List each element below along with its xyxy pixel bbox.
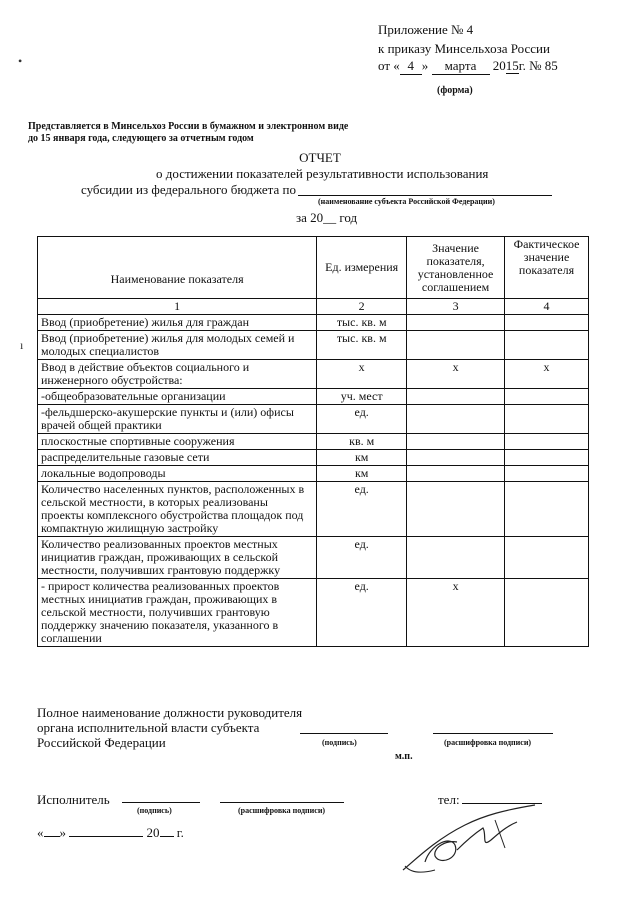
row-unit: ед. — [317, 537, 407, 579]
table-row — [38, 360, 589, 389]
table-row — [38, 466, 589, 482]
row-unit: ед. — [317, 579, 407, 647]
date-mid: » — [421, 58, 429, 73]
row-name: Ввод (приобретение) жилья для молодых семей и молодых специалистов — [38, 331, 317, 360]
executor-decode-line[interactable] — [220, 802, 344, 803]
col-number-3: 3 — [407, 299, 505, 315]
table-header-row — [38, 237, 589, 299]
row-plan — [407, 466, 505, 482]
submission-note-line2: до 15 января года, следующего за отчетным годом — [28, 133, 254, 144]
executor-date-month-blank[interactable] — [69, 836, 143, 837]
row-name: - прирост количества реализованных проектов местных инициатив граждан, проживающих в сельской местности, получивших грантовую поддержку значению показателя, указанного в соглашении — [38, 579, 317, 647]
form-label: (форма) — [437, 85, 473, 96]
report-year-line: за 20__ год — [296, 210, 358, 225]
row-plan — [407, 389, 505, 405]
report-subtitle: о достижении показателей результативности использования — [156, 166, 489, 181]
date-number: 85 — [544, 58, 558, 73]
head-decode-line[interactable] — [433, 733, 553, 734]
submission-note-line1: Представляется в Минсельхоз России в бумажном и электронном виде — [28, 121, 349, 132]
row-plan — [407, 331, 505, 360]
row-fact — [505, 466, 589, 482]
row-fact — [505, 537, 589, 579]
executor-date-day-blank[interactable] — [44, 836, 60, 837]
handwritten-signature-mark — [395, 800, 545, 880]
row-name: Ввод в действие объектов социального и инженерного обустройства: — [38, 360, 317, 389]
row-name: Количество населенных пунктов, расположенных в сельской местности, в которых реализованы проекты комплексного обустройства площадок под компактную жилищную застройку — [38, 482, 317, 537]
row-name: -фельдшерско-акушерские пункты и (или) офисы врачей общей практики — [38, 405, 317, 434]
row-name: Ввод (приобретение) жилья для граждан — [38, 315, 317, 331]
row-plan — [407, 315, 505, 331]
phone-label: тел: — [438, 792, 460, 807]
executor-date-open: « — [37, 825, 44, 840]
head-position-line2: органа исполнительной власти субъекта — [37, 720, 260, 735]
indicators-table — [37, 236, 589, 647]
scan-mark-dot: • — [18, 54, 23, 68]
row-unit: км — [317, 450, 407, 466]
row-name: Количество реализованных проектов местных инициатив граждан, проживающих в сельской местности, получивших грантовую поддержку — [38, 537, 317, 579]
order-label: к приказу Минсельхоза России — [378, 41, 550, 56]
row-name: плоскостные спортивные сооружения — [38, 434, 317, 450]
table-row — [38, 537, 589, 579]
executor-date-close: » — [59, 825, 66, 840]
report-subsidy-line: субсидии из федерального бюджета по — [81, 182, 296, 197]
row-name: локальные водопроводы — [38, 466, 317, 482]
header-indicator-name: Наименование показателя — [38, 237, 317, 299]
header-plan-value: Значение показателя, установленное соглашением — [407, 237, 505, 299]
row-name: распределительные газовые сети — [38, 450, 317, 466]
header-fact-value: Фактическое значение показателя — [505, 237, 589, 299]
table-row — [38, 331, 589, 360]
date-prefix: от « — [378, 58, 400, 73]
table-row — [38, 434, 589, 450]
table-row — [38, 482, 589, 537]
subject-name-line — [298, 195, 552, 196]
table-row — [38, 389, 589, 405]
table-row — [38, 315, 589, 331]
row-fact — [505, 450, 589, 466]
row-fact — [505, 434, 589, 450]
head-decode-caption: (расшифровка подписи) — [444, 738, 532, 747]
date-year-suffix: 15 — [505, 58, 519, 73]
report-title: ОТЧЕТ — [299, 150, 341, 165]
row-fact: х — [505, 360, 589, 389]
table-row — [38, 579, 589, 647]
row-unit: кв. м — [317, 434, 407, 450]
row-plan — [407, 434, 505, 450]
row-fact — [505, 389, 589, 405]
table-number-row — [38, 299, 589, 315]
row-fact — [505, 331, 589, 360]
header-unit: Ед. измерения — [317, 237, 407, 299]
row-fact — [505, 482, 589, 537]
row-plan — [407, 482, 505, 537]
executor-signature-caption: (подпись) — [137, 806, 172, 815]
executor-date — [37, 825, 184, 841]
head-signature-caption: (подпись) — [322, 738, 357, 747]
head-signature-line[interactable] — [300, 733, 388, 734]
executor-date-year-blank[interactable] — [160, 836, 174, 837]
date-year-prefix: 20 — [492, 58, 506, 73]
executor-date-year: 20 — [146, 825, 160, 840]
head-position-line3: Российской Федерации — [37, 735, 166, 750]
date-month: марта — [432, 58, 490, 75]
row-unit: тыс. кв. м — [317, 315, 407, 331]
row-fact — [505, 579, 589, 647]
row-unit: ед. — [317, 405, 407, 434]
table-row — [38, 450, 589, 466]
row-name: -общеобразовательные организации — [38, 389, 317, 405]
subject-caption: (наименование субъекта Российской Федерации) — [318, 197, 495, 206]
row-plan — [407, 537, 505, 579]
executor-label: Исполнитель — [37, 792, 110, 807]
row-unit: км — [317, 466, 407, 482]
row-unit: х — [317, 360, 407, 389]
order-date — [378, 58, 558, 75]
date-year-tail: г. № — [518, 58, 542, 73]
row-plan: х — [407, 360, 505, 389]
row-plan — [407, 450, 505, 466]
col-number-4: 4 — [505, 299, 589, 315]
row-plan — [407, 405, 505, 434]
scan-mark-tick: ı — [20, 338, 24, 352]
row-unit: ед. — [317, 482, 407, 537]
executor-date-year-end: г. — [176, 825, 184, 840]
row-plan: х — [407, 579, 505, 647]
head-position-line1: Полное наименование должности руководителя — [37, 705, 303, 720]
executor-decode-caption: (расшифровка подписи) — [238, 806, 326, 815]
row-unit: тыс. кв. м — [317, 331, 407, 360]
col-number-1: 1 — [38, 299, 317, 315]
date-day: 4 — [400, 58, 422, 75]
appendix-label: Приложение № 4 — [378, 22, 474, 37]
executor-signature-line[interactable] — [122, 802, 200, 803]
table-row — [38, 405, 589, 434]
row-fact — [505, 405, 589, 434]
col-number-2: 2 — [317, 299, 407, 315]
row-unit: уч. мест — [317, 389, 407, 405]
stamp-label: м.п. — [395, 751, 413, 762]
row-fact — [505, 315, 589, 331]
